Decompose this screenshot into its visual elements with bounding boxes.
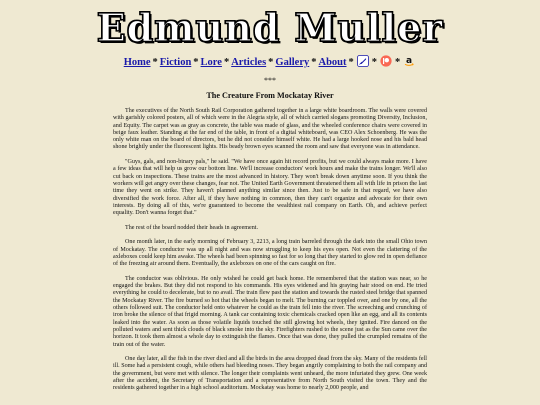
- story-paragraph: One day later, all the fish in the river died and all the birds in the area dropped dead from the sky. Many of the residents fell ill. Some had a persistent cough, while others had bleeding noses. They began angrily complaining to both the rail company and the government, but were met with silence. The longer their complaints went unheard, the more infuriated they grew. One week after the accident, the Secretary of Transportation and a representative from North South visited the town. They and the residents gathered together in a high school auditorium. Mockatay was home to nearly 2,000 people, and: [113, 356, 427, 392]
- nav-separator: *: [311, 57, 317, 68]
- feather-icon[interactable]: [357, 55, 369, 67]
- story-title: The Creature From Mockatay River: [206, 91, 334, 100]
- story-body: [113, 108, 427, 400]
- main-nav: [0, 55, 540, 70]
- nav-separator: *: [268, 57, 274, 68]
- story-paragraph: One month later, in the early morning of February 3, 2213, a long train barreled through the dark into the small Ohio town of Mockatay. The conductor was up all night and was now struggling to keep his eyes open. Not even the clattering of the axleboxes could keep him awake. The wheels had been spinning so fast for so long that they started to glow red in open defiance of the freezing air around them. Eventually, the axleboxes on one of the cars caught on fire.: [113, 239, 427, 268]
- nav-about-link[interactable]: About: [318, 57, 347, 68]
- nav-articles-link[interactable]: Articles: [231, 57, 267, 68]
- nav-home-link[interactable]: Home: [123, 57, 151, 68]
- story-paragraph: "Guys, gals, and non-binary pals," he said. "We have once again hit record profits, but we could always make more. I have a few ideas that will help us grow our bottom line. We'll increase conductors' work hours and make the trains longer. We'll also cut back on inspections. These trains are the most advanced in history. They won't break down anytime soon. If you think the workers will get angry over these changes, fear not. The United Earth Government threatened them all with life in prison the last time they went on strike. They haven't planned anything similar since then. Just to be safe in that regard, we have also diversified the work force. After all, if they have nothing in common, then they can't organize and advocate for their own interests. By doing all of this, we're guaranteed to become the wealthiest rail company on Earth. Oh, and achieve perfect equality. Don't wanna forget that.": [113, 159, 427, 217]
- section-divider: ***: [264, 76, 276, 85]
- story-paragraph: The rest of the board nodded their heads in agreement.: [125, 224, 258, 231]
- nav-lore-link[interactable]: Lore: [200, 57, 222, 68]
- amazon-icon[interactable]: [403, 55, 415, 67]
- story-paragraph: The conductor was oblivious. He only wished he could get back home. He remembered that the station was near, so he engaged the brakes. But they did not respond to his commands. His eyes widened and his graying hair stood on end. He tried everything he could to decelerate, but to no avail. The train flew past the station and towards the rusted steel bridge that spanned the Mockatay River. The fire burned so hot that the wheels began to melt. The burning car toppled over, and one by one, all the others followed suit. The conductor held onto whatever he could as the train fell into the river. The screeching and crunching of iron broke the silence of that frigid morning. A tank car containing toxic chemicals cracked open like an egg, and all its contents leaked into the water. As soon as those volatile liquids touched the still glowing hot wheels, they ignited. Fire danced on the polluted waters and sent thick clouds of black smoke into the sky. Firefighters rushed to the scene just as the Sun came over the horizon. It took them almost a whole day to extinguish the flames. Once that was done, they pulled the crumpled remains of the train out of the water.: [113, 275, 427, 348]
- nav-separator: *: [223, 57, 230, 68]
- nav-separator: *: [193, 57, 199, 68]
- nav-fiction-link[interactable]: Fiction: [159, 57, 192, 68]
- story-paragraph: The executives of the North South Rail Corporation gathered together in a large white boardroom. The walls were covered with garishly colored posters, all of which were in the Alegria style, all of which carried slogans promoting Diversity, Inclusion, and Equity. The carpet was as gray as concrete, the table was made of glass, and the wheeled conference chairs were covered in beige faux leather. Standing at the far end of the table, in front of a digital whiteboard, was CEO Alex Schoenberg. He was the only white man on the board of directors, but he did not consider himself white. He had a large hooked nose and his bald head shone brightly under the fluorescent lights. His beady brown eyes scanned the room and saw that everyone was in attendance.: [113, 108, 427, 151]
- nav-separator: *: [152, 57, 158, 68]
- svg-text:a: a: [406, 56, 413, 66]
- nav-gallery-link[interactable]: Gallery: [275, 57, 310, 68]
- site-title: Edmund Muller: [96, 5, 444, 50]
- nav-separator: *: [395, 57, 401, 68]
- nav-separator: *: [348, 57, 354, 68]
- patreon-icon[interactable]: [380, 55, 392, 67]
- nav-separator: *: [371, 57, 378, 68]
